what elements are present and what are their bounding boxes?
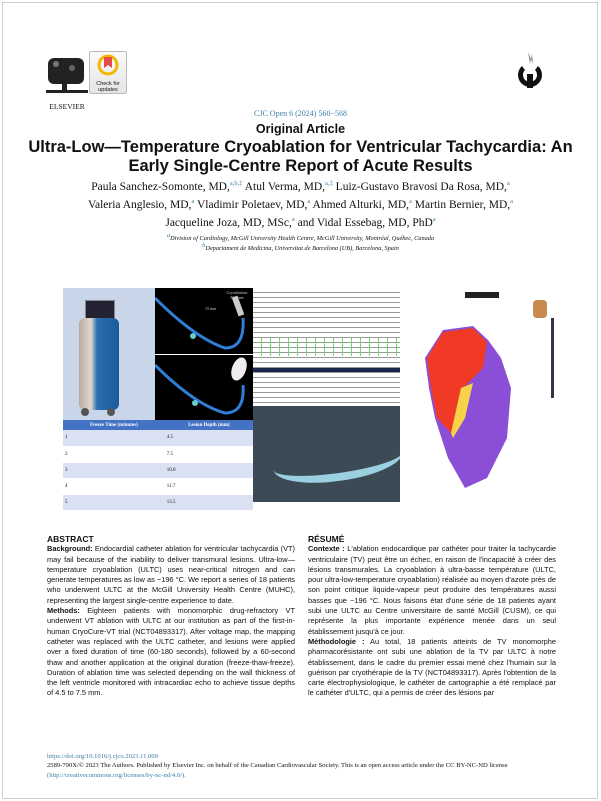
author: Luiz-Gustavo Bravosi Da Rosa, MD,$^a$ <box>335 180 510 193</box>
resume-contexte: Contexte : L'ablation endocardique par cathéter pour traiter la tachycardie ventriculaire (TV) peut être un échec, en raison de l'incapacité à créer des lésions transmurales. La cryoablation à ultra-basse température (ULTC, pour ultra-low-temperature cryoablation) réalisée au moyen d'azote près de son point critique liquide-vapeur peut produire des températures aussi basses que −196 °C. Nous faisons état d'une série de 18 patients ayant subi une ULTC au Centre universitaire de santé McGill (CUSM), ce qui représente la plus importante expérience menée dans un seul établissement jusqu'à ce jour. <box>308 544 556 636</box>
lesion-depth-table <box>63 420 253 511</box>
lesion-depth-cell: 7.5 <box>165 446 253 462</box>
elsevier-logo <box>44 56 90 111</box>
resume-methodologie: Méthodologie : Au total, 18 patients atteints de TV monomorphe pharmacorésistante ont subi une ablation de la TV par ULTC à notre établissement, dans le cadre du premier essai mené chez l'humain sur la guérison par cryothérapie de la TV (NCT04893317). Après l'obtention de la carte électrophysiologique, le cathéter de cartographie a été remplacé par le cathéter d'ULTC, qui a permis de créer des lésions par <box>308 636 557 698</box>
bookmark-icon <box>97 54 119 76</box>
author: and Vidal Essebag, MD, PhD$^a$ <box>297 216 436 229</box>
freeze-time-cell: 1 <box>63 430 165 446</box>
author: Atul Verma, MD,$^{a,\ddagger}$ <box>244 180 333 193</box>
voltage-map-3d <box>403 288 563 502</box>
abstract-methods: Methods: Eighteen patients with monomorphic drug-refractory VT underwent VT ablation with ULTC at our institution as part of the first-in-human CryoCure-VT trial (NCT04893317). After voltage map, the mapping catheter was replaced with the ULTC catheter, and lesions were applied over a fixed duration of time (60-180 seconds), followed by a 60-second thaw and another application at the original duration (freeze-thaw-freeze). Duration of ablation time was selected depending on the wall thickness of the left ventricle monitored with intracardiac echo to achieve tissue depths of 4.5 to 7.5 mm. <box>47 606 295 698</box>
affiliation-b: $^b$Departament de Medicina, Universitat de Barcelona (UB), Barcelona, Spain <box>202 241 399 252</box>
freeze-time-cell: 5 <box>63 494 165 510</box>
license-text: 2589-790X/© 2023 The Authors. Published by Elsevier Inc. on behalf of the Canadian Cardiovascular Society. This is an open access article under the CC BY-NC-ND license <box>47 762 508 770</box>
table-row <box>63 462 253 478</box>
check-for-updates-button[interactable]: Check for updates <box>89 51 127 94</box>
electrogram-tracing <box>253 288 400 406</box>
freeze-time-cell: 4 <box>63 478 165 494</box>
catheter-label: Cryoablation Element <box>226 290 248 300</box>
elsevier-label: ELSEVIER <box>49 102 85 111</box>
author-list <box>20 178 581 232</box>
affiliation-a: $^a$Division of Cardiology, McGill University Health Centre, McGill University, Montréal, Québec, Canada <box>166 231 435 242</box>
lesion-depth-cell: 4.5 <box>165 430 253 446</box>
article-title: Ultra-Low—Temperature Cryoablation for Ventricular Tachycardia: An Early Single-Centre Report of Acute Results <box>28 138 573 175</box>
length-label: 15 mm <box>205 306 217 311</box>
freeze-time-cell: 3 <box>63 462 165 478</box>
catheter-image-top <box>155 288 253 354</box>
abstract-background: Background: Endocardial catheter ablation for ventricular tachycardia (VT) may fail because of the inability to deliver transmural lesions. Ultra-low—temperature cryoablation (ULTC) uses near-critical nitrogen and can generate temperatures as low as −196 °C. We report a series of 18 patients who underwent ULTC at the McGill University Health Centre (MUHC), representing the largest single-centre experience to date. <box>47 544 295 605</box>
license-link[interactable]: (http://creativecommons.org/licenses/by-nc-nd/4.0/). <box>47 771 186 779</box>
article-type: Original Article <box>255 122 346 136</box>
table-row <box>63 430 253 446</box>
freeze-time-header: Freeze Time (minutes) <box>63 420 165 430</box>
catheter-image-frozen <box>155 355 253 420</box>
abstract-french <box>308 534 556 699</box>
lesion-depth-cell: 11.7 <box>165 478 253 494</box>
article-header <box>20 108 581 254</box>
abstract-heading: ABSTRACT <box>47 534 94 544</box>
lesion-depth-cell: 10.0 <box>165 462 253 478</box>
intracardiac-echo-image <box>253 406 400 502</box>
author: Martin Bernier, MD,$^a$ <box>414 198 514 211</box>
ccs-logo <box>508 50 552 95</box>
journal-citation: CJC Open 6 (2024) 560−568 <box>254 109 347 118</box>
doi-link[interactable]: https://doi.org/10.1016/j.cjco.2023.11.009 <box>47 753 158 760</box>
freeze-time-cell: 2 <box>63 446 165 462</box>
author: Vladimir Poletaev, MD,$^a$ <box>197 198 311 211</box>
cryoablation-console-image <box>63 288 155 420</box>
lesion-depth-header: Lesion Depth (mm) <box>165 420 253 430</box>
resume-heading: RÉSUMÉ <box>308 534 345 544</box>
author: Ahmed Alturki, MD,$^a$ <box>312 198 412 211</box>
table-row <box>63 478 253 494</box>
lesion-depth-cell: 13.5 <box>165 494 253 510</box>
affiliations <box>20 231 581 254</box>
abstract-english <box>47 534 295 699</box>
table-row <box>63 494 253 510</box>
author: Valeria Anglesio, MD,$^a$ <box>87 198 195 211</box>
author: Jacqueline Joza, MD, MSc,$^a$ <box>165 216 295 229</box>
author: Paula Sanchez-Somonte, MD,$^{a,b,\ddagger}$ <box>91 180 243 193</box>
graphical-abstract <box>63 288 563 505</box>
table-row <box>63 446 253 462</box>
footer <box>47 752 557 780</box>
